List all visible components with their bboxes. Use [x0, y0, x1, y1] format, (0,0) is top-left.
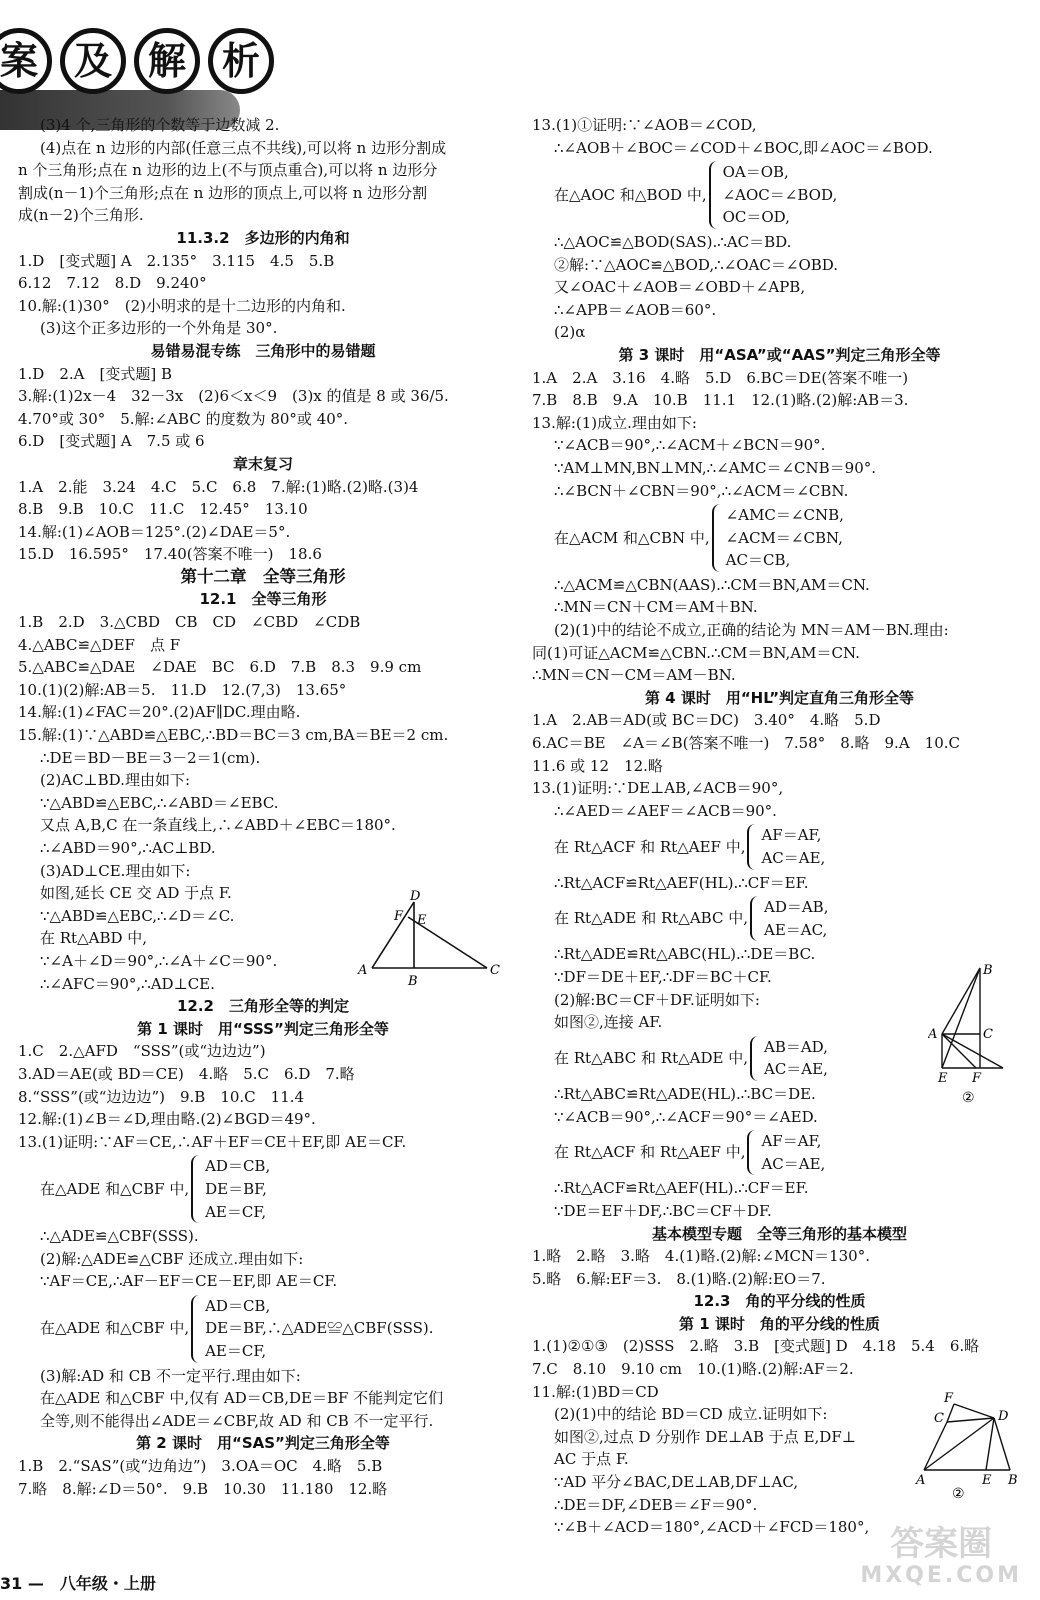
- system-row: AE＝CF,: [205, 1342, 267, 1361]
- text-line: 3.解:(1)2x－4 32－3x (2)6＜x＜9 (3)x 的值是 8 或 36/5.: [18, 387, 449, 406]
- text-line: ∴△ACM≌△CBN(AAS).∴CM＝BN,AM＝CN.: [554, 575, 870, 594]
- text-line: (3)4 个,三角形的个数等于边数减 2.: [40, 116, 280, 134]
- section-heading: 12.2 三角形全等的判定: [176, 997, 349, 1016]
- equation-system: [532, 824, 1027, 869]
- text-line: (3)这个正多边形的一个外角是 30°.: [40, 319, 278, 338]
- fig3-label: A: [916, 1473, 926, 1488]
- system-intro: 在 Rt△ABC 和 Rt△ADE 中,: [554, 1049, 748, 1068]
- fig3-label: E: [982, 1473, 992, 1488]
- fig1-label: A: [358, 963, 368, 978]
- text-line: (2)(1)中的结论 BD＝CD 成立.证明如下:: [554, 1405, 828, 1424]
- text-line: ∴∠ABD＝90°,∴AC⊥BD.: [40, 839, 216, 857]
- text-line: 1.B 2.“SAS”(或“边角边”) 3.OA＝OC 4.略 5.B: [18, 1457, 383, 1476]
- text-line: ∴DE＝BD－BE＝3－2＝1(cm).: [40, 748, 261, 767]
- header-char: 解: [134, 28, 200, 94]
- text-line: 6.AC＝BE ∠A＝∠B(答案不唯一) 7.58° 8.略 9.A 10.C: [532, 734, 960, 753]
- fig1-label: E: [417, 913, 427, 928]
- section-heading: 第 1 课时 用“SSS”判定三角形全等: [137, 1019, 389, 1038]
- watermark: [860, 1524, 1022, 1592]
- watermark-text: 答案圈: [890, 1524, 993, 1564]
- text-line: (3)AD⊥CE.理由如下:: [40, 861, 191, 880]
- fig1-label: C: [490, 963, 500, 978]
- left-column: [18, 114, 508, 1500]
- text-line: 1.略 2.略 3.略 4.(1)略.(2)解:∠MCN＝130°.: [532, 1247, 870, 1266]
- figure-triangle-1: [352, 890, 502, 990]
- fig3-label: ②: [952, 1486, 965, 1500]
- fig2-label: E: [938, 1071, 948, 1086]
- fig3-label: F: [944, 1391, 954, 1406]
- text-line: 如图②,过点 D 分别作 DE⊥AB 于点 E,DF⊥: [554, 1427, 856, 1446]
- text-line: 10.(1)(2)解:AB＝5. 11.D 12.(7,3) 13.65°: [18, 680, 347, 699]
- text-line: 6.D [变式题] A 7.5 或 6: [18, 432, 205, 451]
- text-line: 7.B 8.B 9.A 10.B 11.1 12.(1)略.(2)解:AB＝3.: [532, 391, 909, 410]
- text-line: (3)解:AD 和 CB 不一定平行.理由如下:: [40, 1366, 301, 1385]
- text-line: 割成(n－1)个三角形;点在 n 边形的顶点上,可以将 n 边形分割: [18, 183, 428, 202]
- fig2-label: ②: [962, 1090, 975, 1106]
- fig1-label: F: [394, 909, 404, 924]
- text-line: ∴Rt△ADE≌Rt△ABC(HL).∴DE＝BC.: [554, 945, 816, 964]
- system-row: DE＝BF,∴△ADE≌△CBF(SSS).: [205, 1319, 434, 1338]
- fig3-line: [994, 1418, 1010, 1470]
- system-row: AD＝AB,: [763, 898, 829, 917]
- system-row: AF＝AF,: [761, 1132, 822, 1151]
- brace-icon: [750, 1036, 760, 1081]
- text-line: 15.解:(1)∵△ABD≌△EBC,∴BD＝BC＝3 cm,BA＝BE＝2 cm.: [18, 726, 449, 745]
- fig3-label: C: [934, 1411, 944, 1426]
- text-line: ∴Rt△ACF≌Rt△AEF(HL).∴CF＝EF.: [554, 873, 809, 892]
- system-row: ∠AOC＝∠BOD,: [722, 185, 838, 204]
- figure-triangle-3: [912, 1390, 1022, 1500]
- text-line: 1.A 2.A 3.16 4.略 5.D 6.BC＝DE(答案不唯一): [532, 368, 909, 387]
- text-line: (4)点在 n 边形的内部(任意三点不共线),可以将 n 边形分割成: [40, 138, 447, 157]
- text-line: 1.(1)②①③ (2)SSS 2.略 3.B [变式题] D 4.18 5.4 6.略: [532, 1337, 980, 1356]
- section-heading: 章末复习: [232, 454, 293, 473]
- section-heading: 第 2 课时 用“SAS”判定三角形全等: [136, 1434, 390, 1453]
- system-intro: 在 Rt△ACF 和 Rt△AEF 中,: [554, 837, 746, 856]
- text-line: 4.△ABC≌△DEF 点 F: [18, 635, 181, 654]
- text-line: (2)解:△ADE≌△CBF 还成立.理由如下:: [40, 1249, 304, 1268]
- text-line: (2)解:BC＝CF＋DF.证明如下:: [554, 990, 760, 1009]
- text-line: ∵∠ACB＝90°,∴∠ACF＝90°＝∠AED.: [554, 1107, 818, 1126]
- text-line: ∴△ADE≌△CBF(SSS).: [40, 1227, 199, 1246]
- text-line: 13.解:(1)成立.理由如下:: [532, 413, 697, 432]
- text-line: ∴△AOC≌△BOD(SAS).∴AC＝BD.: [554, 232, 792, 251]
- brace-icon: [191, 1295, 201, 1363]
- brace-icon: [747, 1130, 757, 1175]
- text-line: ∵△ABD≌△EBC,∴∠D＝∠C.: [40, 906, 235, 925]
- text-line: ∵∠A＋∠D＝90°,∴∠A＋∠C＝90°.: [40, 951, 278, 970]
- system-row: AC＝CB,: [725, 551, 791, 570]
- right-column: [532, 114, 1027, 1539]
- fig3-line: [924, 1422, 947, 1470]
- fig2-label: F: [972, 1071, 982, 1086]
- text-line: n 个三角形;点在 n 边形的边上(不与顶点重合),可以将 n 边形分: [18, 161, 438, 180]
- section-heading: 第 4 课时 用“HL”判定直角三角形全等: [644, 688, 915, 707]
- text-line: 1.D [变式题] A 2.135° 3.115 4.5 5.B: [18, 251, 335, 270]
- fig1-label: B: [408, 974, 418, 989]
- system-intro: 在△ADE 和△CBF 中,: [40, 1319, 190, 1338]
- text-line: ∴∠APB＝∠AOB＝60°.: [554, 300, 717, 319]
- brace-icon: [750, 896, 760, 941]
- header-char: 析: [208, 28, 274, 94]
- text-line: ∵DE＝EF＋DF,∴BC＝CF＋DF.: [554, 1201, 772, 1220]
- section-header: [0, 28, 260, 110]
- section-heading: 第十二章 全等三角形: [180, 566, 346, 586]
- system-row: AC＝AE,: [763, 1060, 828, 1079]
- header-title: [0, 28, 282, 94]
- fig1-label: D: [410, 890, 421, 904]
- fig3-line: [947, 1418, 994, 1422]
- brace-icon: [709, 161, 719, 229]
- text-line: 7.C 8.10 9.10 cm 10.(1)略.(2)解:AF＝2.: [532, 1360, 854, 1379]
- system-row: AC＝AE,: [761, 1154, 826, 1173]
- section-heading: 易错易混专练 三角形中的易错题: [150, 341, 376, 360]
- equation-system: [532, 1130, 1027, 1175]
- text-line: 5.△ABC≌△DAE ∠DAE BC 6.D 7.B 8.3 9.9 cm: [18, 658, 422, 677]
- section-heading: 基本模型专题 全等三角形的基本模型: [651, 1224, 907, 1243]
- system-row: OA＝OB,: [722, 163, 789, 182]
- text-line: ∵AD 平分∠BAC,DE⊥AB,DF⊥AC,: [554, 1473, 799, 1492]
- system-row: AC＝AE,: [761, 849, 826, 867]
- system-row: AD＝CB,: [205, 1157, 271, 1176]
- fig1-line-ad: [372, 902, 414, 968]
- text-line: ②解:∵△AOC≌△BOD,∴∠OAC＝∠OBD.: [554, 255, 839, 274]
- fig2-line: [942, 1034, 1003, 1068]
- system-row: AE＝CF,: [205, 1202, 267, 1221]
- fig3-line: [947, 1404, 954, 1422]
- system-row: AF＝AF,: [761, 826, 822, 845]
- fig3-line: [954, 1404, 994, 1418]
- text-line: ∵DF＝DE＋EF,∴DF＝BC＋CF.: [554, 967, 772, 986]
- text-line: ∵△ABD≌△EBC,∴∠ABD＝∠EBC.: [40, 793, 279, 812]
- system-intro: 在△ADE 和△CBF 中,: [40, 1179, 190, 1198]
- text-line: (2)(1)中的结论不成立,正确的结论为 MN＝AM－BN.理由:: [554, 621, 949, 640]
- text-line: 14.解:(1)∠AOB＝125°.(2)∠DAE＝5°.: [18, 522, 291, 541]
- text-line: 3.AD＝AE(或 BD＝CE) 4.略 5.C 6.D 7.略: [18, 1064, 355, 1083]
- text-line: ∴Rt△ABC≌Rt△ADE(HL).∴BC＝DE.: [554, 1084, 816, 1103]
- section-heading: 第 3 课时 用“ASA”或“AAS”判定三角形全等: [618, 345, 941, 364]
- text-line: 同(1)可证△ACM≌△CBN.∴CM＝BN,AM＝CN.: [532, 643, 860, 662]
- fig3-label: B: [1008, 1473, 1018, 1488]
- system-row: AB＝AD,: [763, 1037, 828, 1056]
- text-line: AC 于点 F.: [554, 1450, 629, 1469]
- text-line: ∴DE＝DF,∠DEB＝∠F＝90°.: [554, 1495, 758, 1514]
- text-line: 在△ADE 和△CBF 中,仅有 AD＝CB,DE＝BF 不能判定它们: [40, 1389, 444, 1408]
- text-line: 11.解:(1)BD＝CD: [532, 1382, 659, 1401]
- text-line: ∴MN＝CN－CM＝AM－BN.: [532, 666, 736, 685]
- section-heading: 12.3 角的平分线的性质: [693, 1292, 866, 1311]
- watermark-url: MXQE.COM: [860, 1563, 1022, 1588]
- text-line: ∴∠AED＝∠AEF＝∠ACB＝90°.: [554, 801, 777, 820]
- text-line: 5.略 6.解:EF＝3. 8.(1)略.(2)解:EO＝7.: [532, 1269, 826, 1288]
- text-line: 成(n－2)个三角形.: [18, 206, 144, 225]
- text-line: 1.B 2.D 3.△CBD CB CD ∠CBD ∠CDB: [18, 613, 361, 632]
- text-line: 13.(1)证明:∵DE⊥AB,∠ACB＝90°,: [532, 779, 784, 798]
- header-char: 及: [60, 28, 126, 94]
- brace-icon: [191, 1155, 201, 1223]
- equation-system: [532, 161, 1027, 229]
- text-line: 1.A 2.能 3.24 4.C 5.C 6.8 7.解:(1)略.(2)略.(3)4: [18, 477, 419, 496]
- text-line: 10.解:(1)30° (2)小明求的是十二边形的内角和.: [18, 296, 346, 315]
- section-heading: 第 1 课时 角的平分线的性质: [679, 1314, 880, 1333]
- fig2-line: [942, 1034, 976, 1068]
- text-line: 又点 A,B,C 在一条直线上,∴∠ABD＋∠EBC＝180°.: [40, 816, 396, 835]
- text-line: 如图,延长 CE 交 AD 于点 F.: [40, 884, 232, 903]
- system-row: ∠AMC＝∠CNB,: [725, 506, 844, 525]
- system-row: AE＝AC,: [763, 920, 828, 939]
- text-line: 8.B 9.B 10.C 11.C 12.45° 13.10: [18, 500, 308, 519]
- page-footer: 31 — 八年级・上册: [0, 1574, 156, 1593]
- equation-system: [532, 504, 1027, 572]
- fig2-label: B: [983, 963, 993, 978]
- text-line: 如图②,连接 AF.: [554, 1013, 663, 1032]
- fig3-label: D: [998, 1409, 1009, 1424]
- text-line: 又∠OAC＋∠AOB＝∠OBD＋∠APB,: [554, 278, 806, 297]
- section-heading: 11.3.2 多边形的内角和: [176, 228, 350, 247]
- text-line: (2)α: [554, 323, 586, 342]
- text-line: 8.“SSS”(或“边边边”) 9.B 10.C 11.4: [18, 1087, 305, 1106]
- system-row: DE＝BF,: [205, 1179, 267, 1198]
- system-intro: 在 Rt△ADE 和 Rt△ABC 中,: [554, 909, 748, 928]
- text-line: 全等,则不能得出∠ADE＝∠CBF,故 AD 和 CB 不一定平行.: [40, 1411, 434, 1430]
- fig2-line: [942, 968, 980, 1034]
- fig3-line: [986, 1418, 994, 1470]
- text-line: ∵AM⊥MN,BN⊥MN,∴∠AMC＝∠CNB＝90°.: [554, 458, 877, 477]
- system-intro: 在△ACM 和△CBN 中,: [554, 528, 710, 547]
- brace-icon: [712, 504, 722, 572]
- text-line: (2)AC⊥BD.理由如下:: [40, 771, 191, 790]
- header-char: 案: [0, 28, 52, 94]
- text-line: 4.70°或 30° 5.解:∠ABC 的度数为 80°或 40°.: [18, 409, 349, 428]
- equation-system: [18, 1155, 508, 1223]
- text-line: 13.(1)证明:∵AF＝CE,∴AF＋EF＝CE＋EF,即 AE＝CF.: [18, 1132, 407, 1151]
- system-row: AD＝CB,: [205, 1296, 271, 1315]
- text-line: ∴MN＝CN＋CM＝AM＋BN.: [554, 598, 758, 617]
- text-line: ∴∠BCN＋∠CBN＝90°,∴∠ACM＝∠CBN.: [554, 481, 849, 500]
- system-intro: 在 Rt△ACF 和 Rt△AEF 中,: [554, 1143, 746, 1162]
- text-line: 1.D 2.A [变式题] B: [18, 364, 172, 383]
- equation-system: [18, 1295, 508, 1363]
- text-line: ∵AF＝CE,∴AF－EF＝CE－EF,即 AE＝CF.: [40, 1272, 338, 1291]
- system-row: ∠ACM＝∠CBN,: [725, 528, 843, 547]
- system-row: OC＝OD,: [722, 208, 790, 227]
- figure-triangle-2: [928, 958, 1018, 1108]
- fig2-label: C: [983, 1027, 993, 1042]
- section-heading: 12.1 全等三角形: [199, 590, 327, 609]
- text-line: 13.(1)①证明:∵∠AOB＝∠COD,: [532, 116, 757, 134]
- text-line: 1.A 2.AB＝AD(或 BC＝DC) 3.40° 4.略 5.D: [532, 711, 881, 730]
- text-line: ∴∠AOB＋∠BOC＝∠COD＋∠BOC,即∠AOC＝∠BOD.: [554, 138, 933, 157]
- text-line: ∴Rt△ACF≌Rt△AEF(HL).∴CF＝EF.: [554, 1179, 809, 1198]
- text-line: ∵∠ACB＝90°,∴∠ACM＋∠BCN＝90°.: [554, 436, 826, 455]
- text-line: ∵∠B＋∠ACD＝180°,∠ACD＋∠FCD＝180°,: [554, 1518, 870, 1537]
- text-line: 1.C 2.△AFD “SSS”(或“边边边”): [18, 1042, 266, 1061]
- text-line: ∴∠AFC＝90°,∴AD⊥CE.: [40, 974, 215, 993]
- text-line: 7.略 8.解:∠D＝50°. 9.B 10.30 11.180 12.略: [18, 1479, 388, 1498]
- text-line: 在 Rt△ABD 中,: [40, 929, 148, 948]
- fig2-label: A: [928, 1027, 938, 1042]
- brace-icon: [747, 824, 757, 869]
- text-line: 6.12 7.12 8.D 9.240°: [18, 274, 207, 293]
- text-line: 12.解:(1)∠B＝∠D,理由略.(2)∠BGD＝49°.: [18, 1110, 316, 1129]
- text-line: 14.解:(1)∠FAC＝20°.(2)AF∥DC.理由略.: [18, 703, 301, 722]
- equation-system: [532, 896, 1027, 941]
- text-line: 15.D 16.595° 17.40(答案不唯一) 18.6: [18, 545, 322, 564]
- text-line: 11.6 或 12 12.略: [532, 756, 663, 775]
- system-intro: 在△AOC 和△BOD 中,: [554, 185, 707, 204]
